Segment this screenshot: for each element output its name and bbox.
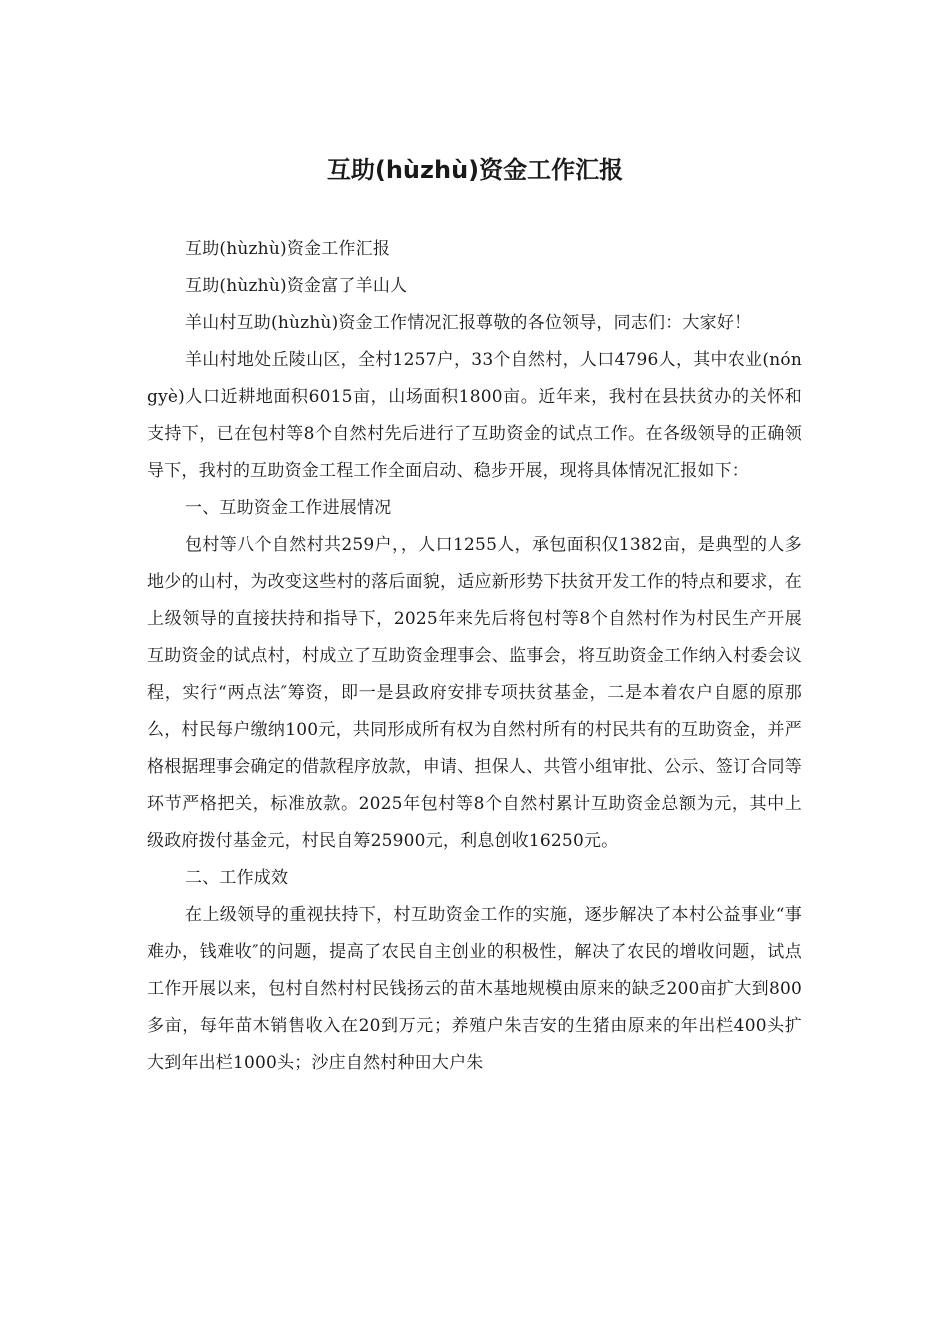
document-title: 互助(hùzhù)资金工作汇报 [326,156,624,184]
paragraph: 羊山村互助(hùzhù)资金工作情况汇报尊敬的各位领导，同志们：大家好！ [185,313,752,333]
paragraph: 互助(hùzhù)资金富了羊山人 [185,276,408,296]
section-heading: 二、工作成效 [185,868,289,888]
paragraph: 互助(hùzhù)资金工作汇报 [185,239,391,259]
document-body [147,231,802,1082]
section-heading: 一、互助资金工作进展情况 [185,498,392,518]
paragraph: 在上级领导的重视扶持下，村互助资金工作的实施，逐步解决了本村公益事业“事难办，钱难收″的问题，提高了农民自主创业的积极性，解决了农民的增收问题，试点工作开展以来，包村自然村村民钱扬云的苗木基地规模由原来的缺乏200亩扩大到800多亩，每年苗木销售收入在20到万元；养殖户朱吉安的生猪由原来的年出栏400头扩大到年出栏1000头；沙庄自然村种田大户朱 [147,905,802,1073]
paragraph: 包村等八个自然村共259户，，人口1255人，承包面积仅1382亩，是典型的人多地少的山村，为改变这些村的落后面貌，适应新形势下扶贫开发工作的特点和要求，在上级领导的直接扶持和指导下，2025年来先后将包村等8个自然村作为村民生产开展互助资金的试点村，村成立了互助资金理事会、监事会，将互助资金工作纳入村委会议程，实行“两点法″筹资，即一是县政府安排专项扶贫基金，二是本着农户自愿的原那么，村民每户缴纳100元，共同形成所有权为自然村所有的村民共有的互助资金，并严格根据理事会确定的借款程序放款，申请、担保人、共管小组审批、公示、签订合同等环节严格把关，标准放款。2025年包村等8个自然村累计互助资金总额为元，其中上级政府拨付基金元，村民自筹25900元，利息创收16250元。 [147,535,802,851]
paragraph: 羊山村地处丘陵山区，全村1257户，33个自然村，人口4796人，其中农业(nóngyè)人口近耕地面积6015亩，山场面积1800亩。近年来，我村在县扶贫办的关怀和支持下，已在包村等8个自然村先后进行了互助资金的试点工作。在各级领导的正确领导下，我村的互助资金工程工作全面启动、稳步开展，现将具体情况汇报如下： [147,350,802,481]
